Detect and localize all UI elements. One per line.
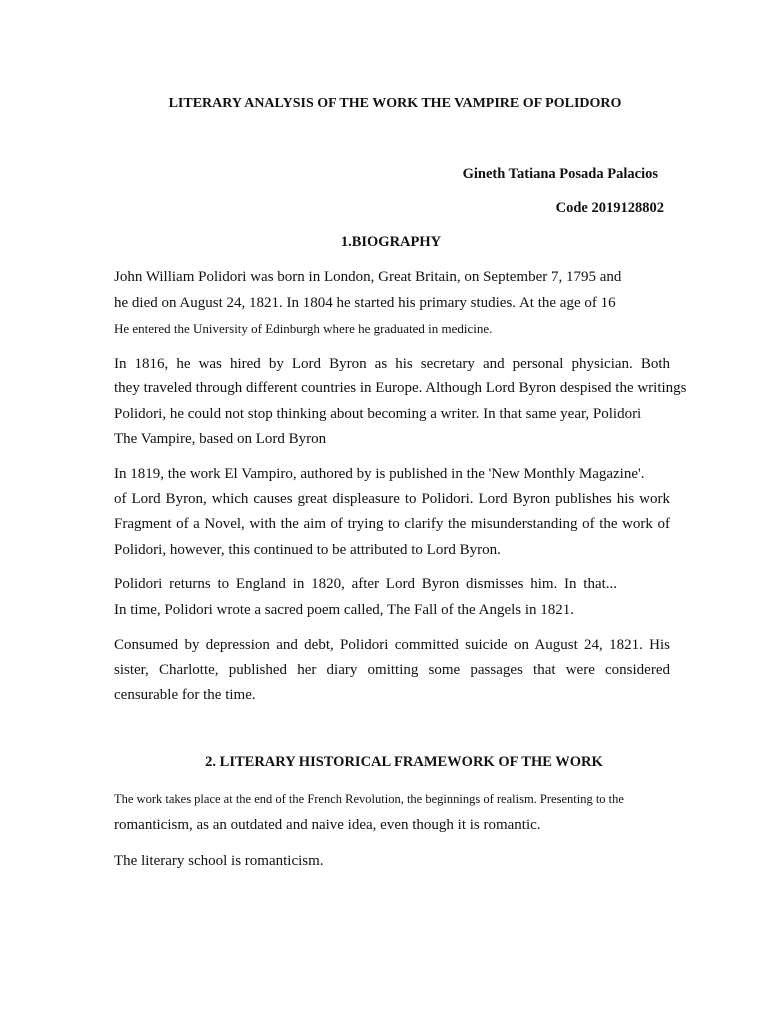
student-code: Code 2019128802	[555, 200, 664, 216]
paragraph-line: In 1819, the work El Vampiro, authored by is published in the 'New Monthly Magazine'.	[114, 466, 645, 482]
paragraph-line: He entered the University of Edinburgh where he graduated in medicine.	[114, 321, 493, 336]
document-title: LITERARY ANALYSIS OF THE WORK THE VAMPIRE OF POLIDORO	[168, 96, 622, 111]
paragraph-line: of Lord Byron, which causes great displeasure to Polidori. Lord Byron publishes his work	[114, 491, 670, 507]
paragraph-line: romanticism, as an outdated and naive idea, even though it is romantic.	[114, 817, 541, 833]
paragraph-line: Polidori returns to England in 1820, after Lord Byron dismisses him. In that...	[114, 576, 618, 592]
paragraph-line: John William Polidori was born in London, Great Britain, on September 7, 1795 and	[114, 269, 622, 285]
paragraph-line: The Vampire, based on Lord Byron	[114, 431, 327, 447]
paragraph-line: Polidori, however, this continued to be attributed to Lord Byron.	[114, 542, 501, 558]
paragraph-line: sister, Charlotte, published her diary omitting some passages that were considered	[114, 662, 670, 678]
author-name: Gineth Tatiana Posada Palacios	[462, 166, 658, 182]
paragraph-line: Polidori, he could not stop thinking about becoming a writer. In that same year, Polidori	[114, 406, 642, 422]
paragraph-line: Consumed by depression and debt, Polidori committed suicide on August 24, 1821. His	[114, 637, 670, 653]
paragraph-line: The work takes place at the end of the French Revolution, the beginnings of realism. Presenting to the	[114, 792, 624, 806]
section-heading-framework: 2. LITERARY HISTORICAL FRAMEWORK OF THE WORK	[205, 754, 603, 770]
paragraph-line: they traveled through different countries in Europe. Although Lord Byron despised the writings	[114, 380, 687, 396]
section-heading-biography: 1.BIOGRAPHY	[340, 234, 442, 250]
paragraph-line: In time, Polidori wrote a sacred poem called, The Fall of the Angels in 1821.	[114, 602, 575, 618]
paragraph-line: The literary school is romanticism.	[114, 853, 324, 869]
paragraph-line: Fragment of a Novel, with the aim of trying to clarify the misunderstanding of the work of	[114, 516, 670, 532]
paragraph-line: censurable for the time.	[114, 687, 256, 703]
paragraph-line: In 1816, he was hired by Lord Byron as his secretary and personal physician. Both	[114, 356, 670, 372]
paragraph-line: he died on August 24, 1821. In 1804 he started his primary studies. At the age of 16	[114, 295, 616, 311]
